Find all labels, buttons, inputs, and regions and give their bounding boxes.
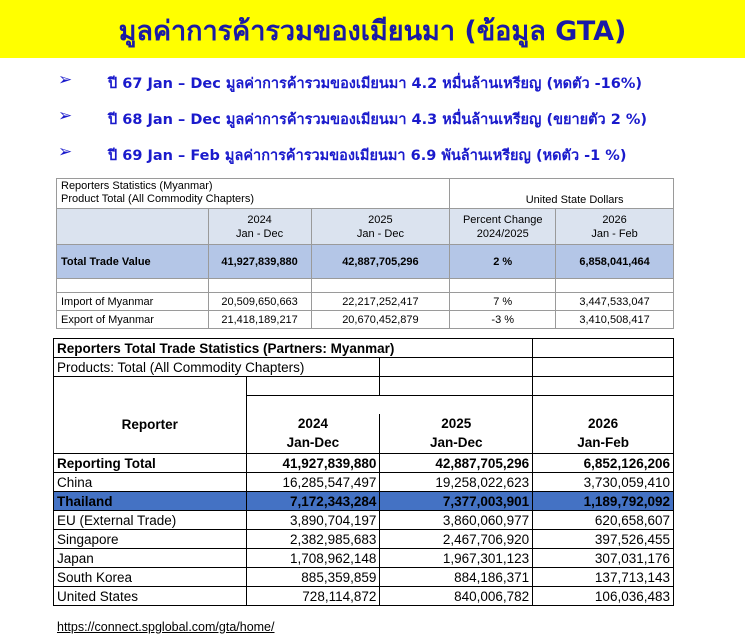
table1-title: Reporters Statistics (Myanmar) Product Total (All Commodity Chapters): [57, 179, 450, 209]
table-row: Export of Myanmar 21,418,189,217 20,670,452,879 -3 % 3,410,508,417: [57, 311, 674, 329]
table-row-reporting-total: Reporting Total 41,927,839,880 42,887,705,296 6,852,126,206: [54, 454, 674, 473]
page-title: มูลค่าการค้ารวมของเมียนมา (ข้อมูล GTA): [118, 16, 627, 47]
table-header: 2024 Jan - Dec: [208, 209, 311, 245]
table-row-thailand: Thailand 7,172,343,284 7,377,003,901 1,189,792,092: [54, 492, 674, 511]
arrow-bullet-icon: ➢: [58, 142, 73, 162]
title-banner: [0, 0, 745, 58]
table2-empty-row: [54, 377, 674, 396]
table-row: Singapore 2,382,985,683 2,467,706,920 397,526,455: [54, 530, 674, 549]
bullet-text: ปี 68 Jan – Dec มูลค่าการค้ารวมของเมียนมา 4.3 หมื่นล้านเหรียญ (ขยายตัว 2 %): [108, 112, 648, 128]
bullet-item-2025: [58, 106, 738, 142]
table-row: Import of Myanmar 20,509,650,663 22,217,252,417 7 % 3,447,533,047: [57, 293, 674, 311]
summary-bullets: [58, 70, 738, 178]
table-header: 2026 Jan - Feb: [556, 209, 674, 245]
bullet-text: ปี 67 Jan – Dec มูลค่าการค้ารวมของเมียนมา 4.2 หมื่นล้านเหรียญ (หดตัว -16%): [108, 76, 643, 92]
table-row: United States 728,114,872 840,006,782 106,036,483: [54, 587, 674, 606]
table2-subtitle-row: [54, 358, 674, 377]
table2-title: Reporters Total Trade Statistics (Partners: Myanmar): [54, 339, 533, 358]
table-row: China 16,285,547,497 19,258,022,623 3,730,059,410: [54, 473, 674, 492]
bullet-item-2024: [58, 70, 738, 106]
table-header: 2025 Jan - Dec: [311, 209, 450, 245]
table2-header-row: [54, 396, 674, 414]
table1-header-row: [57, 209, 674, 245]
currency-label: United State Dollars: [450, 179, 674, 209]
table-header: 2024 Jan-Dec: [246, 414, 380, 454]
reporter-header: Reporter: [54, 396, 247, 454]
table-spacer-row: [57, 279, 674, 293]
arrow-bullet-icon: ➢: [58, 106, 73, 126]
bullet-item-2026: [58, 142, 738, 178]
arrow-bullet-icon: ➢: [58, 70, 73, 90]
table2-title-row: [54, 339, 674, 358]
myanmar-trade-summary-table: [56, 178, 674, 329]
table-row: Japan 1,708,962,148 1,967,301,123 307,031,176: [54, 549, 674, 568]
table-header: Percent Change 2024/2025: [450, 209, 556, 245]
table-row: EU (External Trade) 3,890,704,197 3,860,060,977 620,658,607: [54, 511, 674, 530]
table-row-total: Total Trade Value 41,927,839,880 42,887,705,296 2 % 6,858,041,464: [57, 245, 674, 279]
table-header: 2026 Jan-Feb: [533, 414, 674, 454]
source-link[interactable]: https://connect.spglobal.com/gta/home/: [57, 620, 275, 634]
table-header: [57, 209, 209, 245]
partner-trade-table: [53, 338, 674, 606]
table2-subtitle: Products: Total (All Commodity Chapters): [54, 358, 380, 377]
bullet-text: ปี 69 Jan – Feb มูลค่าการค้ารวมของเมียนมา 6.9 พันล้านเหรียญ (หดตัว -1 %): [108, 148, 627, 164]
table-row: South Korea 885,359,859 884,186,371 137,713,143: [54, 568, 674, 587]
table-header: 2025 Jan-Dec: [380, 414, 533, 454]
